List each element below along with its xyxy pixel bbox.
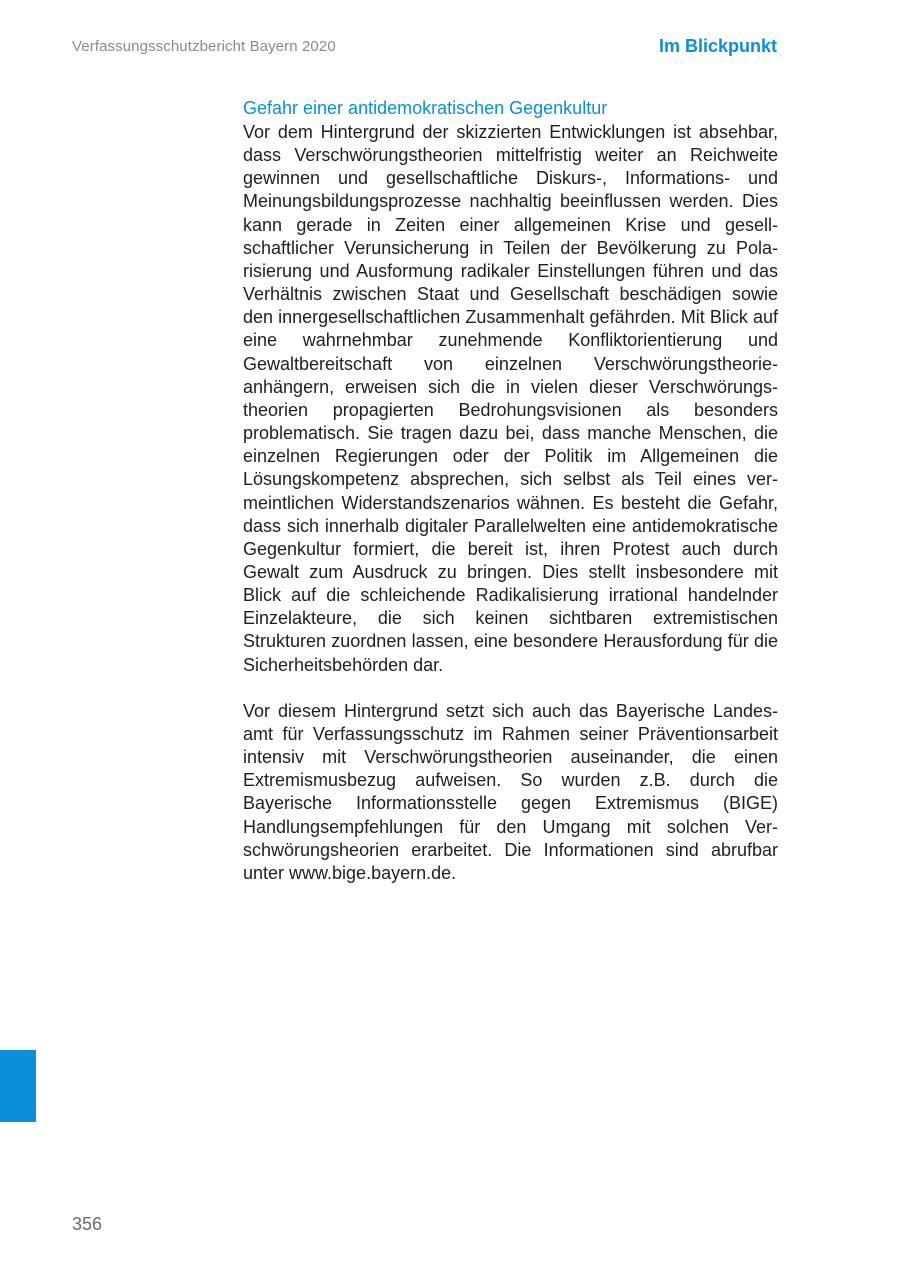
page-number: 356 xyxy=(72,1214,103,1234)
section-title: Gefahr einer antidemokratischen Gegenkultur xyxy=(243,98,608,118)
main-content xyxy=(243,97,778,885)
running-head-right: Im Blickpunkt xyxy=(658,36,777,56)
body-paragraph-2: Vor diesem Hintergrund setzt sich auch das Bayerische Landesamt für Verfassungsschutz im Rahmen seiner Präventionsarbeit intensiv mit Verschwörungstheorien auseinander, die einen Extremismusbezug aufweisen. So wurden z.B. durch die Bayerische Informationsstelle gegen Extremismus (BIGE) Handlungsempfehlungen für den Umgang mit solchen Verschwörungsheorien erarbeitet. Die Informationen sind abrufbar unter www.bige.bayern.de. xyxy=(243,700,778,883)
running-head-left: Verfassungsschutzbericht Bayern 2020 xyxy=(72,38,336,55)
chapter-edge-tab xyxy=(0,1050,36,1122)
body-paragraph-1: Vor dem Hintergrund der skizzierten Entwicklungen ist absehbar, dass Verschwörungstheorien mittelfristig weiter an Reichweite gewinnen und gesellschaftliche Diskurs-, Informations- und Meinungsbildungsprozesse nachhaltig beeinflussen werden. Dies kann gerade in Zeiten einer allgemeinen Krise und gesellschaftlicher Verunsicherung in Teilen der Bevölkerung zu Polarisierung und Ausformung radikaler Einstellungen führen und das Verhältnis zwischen Staat und Gesellschaft beschädigen sowie den innergesellschaftlichen Zusammenhalt gefährden. Mit Blick auf eine wahrnehmbar zunehmende Konfliktorientierung und Gewaltbereitschaft von einzelnen Verschwörungstheorieanhängern, erweisen sich die in vielen dieser Verschwörungstheorien propagierten Bedrohungsvisionen als besonders problematisch. Sie tragen dazu bei, dass manche Menschen, die einzelnen Regierungen oder der Politik im Allgemeinen die Lösungskompetenz absprechen, sich selbst als Teil eines vermeintlichen Widerstandszenarios wähnen. Es besteht die Gefahr, dass sich innerhalb digitaler Parallelwelten eine antidemokratische Gegenkultur formiert, die bereit ist, ihren Protest auch durch Gewalt zum Ausdruck zu bringen. Dies stellt insbesondere mit Blick auf die schleichende Radikalisierung irrational handelnder Einzelakteure, die sich keinen sichtbaren extremistischen Strukturen zuordnen lassen, eine besondere Herausfordung für die Sicherheitsbehörden dar. xyxy=(243,122,778,675)
